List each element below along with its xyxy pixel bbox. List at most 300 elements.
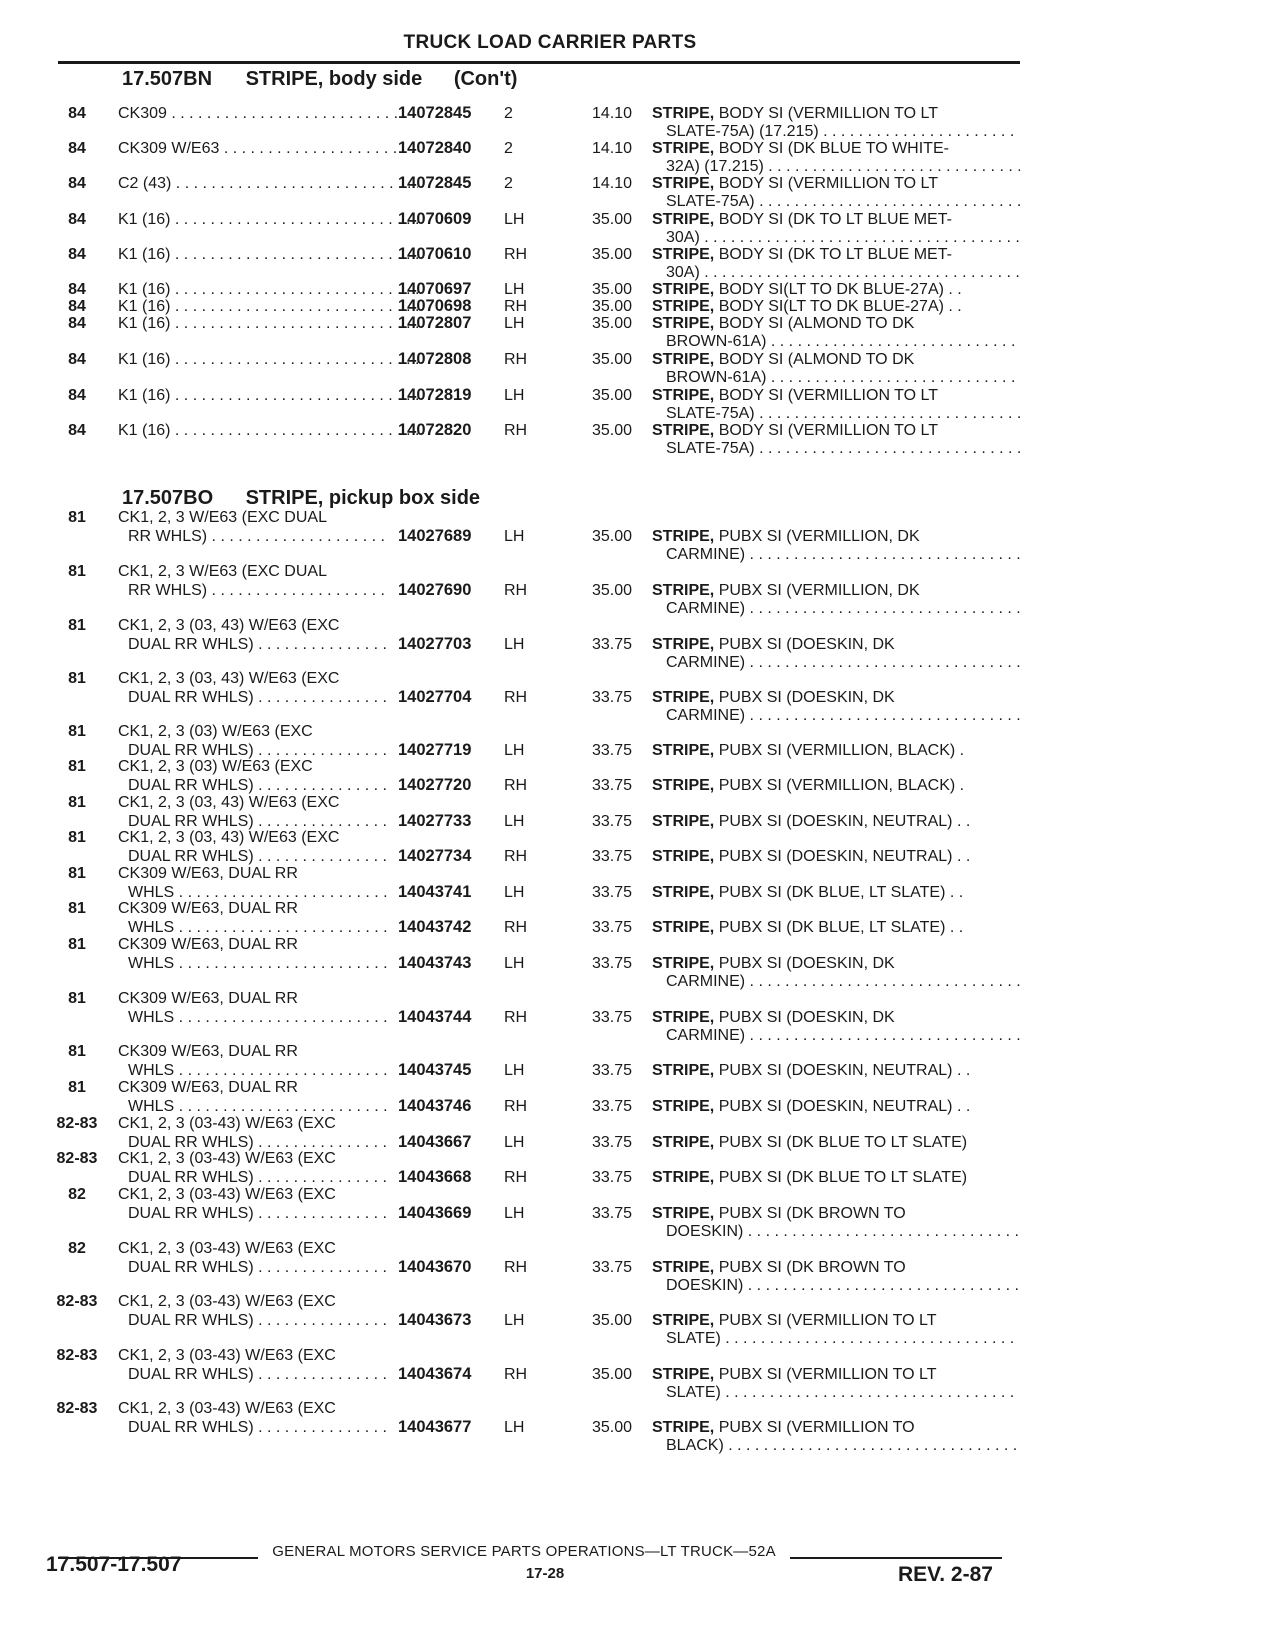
description-cont: SLATE-75A) . . . [666, 439, 1020, 458]
description-cont: CARMINE) . . . [666, 599, 1020, 618]
model-year: 82-83 [56, 1400, 98, 1417]
description-text: PUBX SI (DK BROWN TO [718, 1259, 906, 1276]
description-text: BODY SI (ALMOND TO DK [718, 351, 915, 368]
model-year: 84 [68, 281, 86, 298]
description-keyword: STRIPE, [652, 582, 715, 599]
part-number: 14072845 [398, 104, 472, 122]
description-keyword: STRIPE, [652, 1419, 715, 1436]
description [652, 954, 1020, 973]
side-qty: RH [504, 848, 528, 865]
description-keyword: STRIPE, [652, 884, 715, 901]
price: 35.00 [591, 351, 632, 368]
side-qty: LH [504, 281, 525, 298]
description [652, 245, 1020, 264]
model-year: 84 [68, 298, 86, 315]
description-cont: 30A) . . . [666, 228, 1020, 247]
model-application-cont: DUAL RR WHLS) . . . [128, 776, 390, 795]
model-application-cont: WHLS . . . [128, 1097, 390, 1116]
description-cont: CARMINE) . . . [666, 653, 1020, 672]
model-application: CK1, 2, 3 (03, 43) W/E63 (EXC [118, 829, 340, 846]
side-qty: LH [504, 1312, 525, 1329]
table-row [0, 1042, 1280, 1082]
part-number: 14072820 [398, 421, 472, 439]
side-qty: LH [504, 742, 525, 759]
model-application-cont: WHLS . . . [128, 918, 390, 937]
model-application: C2 (43) . . . [118, 174, 418, 193]
side-qty: RH [504, 919, 528, 936]
description-keyword: STRIPE, [652, 1009, 715, 1026]
model-application-cont: DUAL RR WHLS) . . . [128, 847, 390, 866]
model-application-cont: DUAL RR WHLS) . . . [128, 635, 390, 654]
description-text: PUBX SI (VERMILLION, BLACK) . [718, 777, 965, 794]
model-year: 81 [68, 829, 86, 846]
model-year: 84 [68, 246, 86, 263]
model-year: 84 [68, 387, 86, 404]
table-row [0, 757, 1280, 797]
description-text: PUBX SI (VERMILLION TO LT [718, 1366, 937, 1383]
side-qty: LH [504, 884, 525, 901]
model-year: 82-83 [56, 1115, 98, 1132]
model-year: 82 [68, 1186, 86, 1203]
part-number: 14043673 [398, 1311, 472, 1329]
model-application: CK1, 2, 3 (03) W/E63 (EXC [118, 723, 313, 740]
description [652, 527, 1020, 546]
description [652, 635, 1020, 654]
price: 33.75 [591, 955, 632, 972]
table-row [0, 314, 1280, 354]
model-year: 82 [68, 1240, 86, 1257]
model-application: CK1, 2, 3 (03, 43) W/E63 (EXC [118, 617, 340, 634]
model-application: K1 (16) . . . [118, 245, 418, 264]
description-keyword: STRIPE, [652, 777, 715, 794]
description-cont: DOESKIN) . . . [666, 1222, 1020, 1241]
side-qty: RH [504, 1366, 528, 1383]
model-year: 81 [68, 1043, 86, 1060]
description-keyword: STRIPE, [652, 1205, 715, 1222]
part-number: 14027734 [398, 847, 472, 865]
model-application: CK1, 2, 3 (03-43) W/E63 (EXC [118, 1293, 336, 1310]
price: 33.75 [591, 1098, 632, 1115]
model-application: CK309 W/E63 . . . [118, 139, 418, 158]
side-qty: 2 [504, 105, 513, 122]
description [652, 1258, 1020, 1277]
model-application: K1 (16) . . . [118, 280, 418, 299]
table-row [0, 508, 1280, 563]
model-year: 82-83 [56, 1150, 98, 1167]
table-row [0, 421, 1280, 461]
model-year: 81 [68, 794, 86, 811]
description-keyword: STRIPE, [652, 636, 715, 653]
description-text: BODY SI (VERMILLION TO LT [718, 175, 939, 192]
description-text: BODY SI (VERMILLION TO LT [718, 105, 939, 122]
description-text: PUBX SI (DK BLUE TO LT SLATE) [718, 1134, 968, 1151]
part-number: 14072807 [398, 314, 472, 332]
description-cont: BROWN-61A) . . . [666, 368, 1020, 387]
model-application-cont: DUAL RR WHLS) . . . [128, 741, 390, 760]
description-cont: DOESKIN) . . . [666, 1276, 1020, 1295]
side-qty: LH [504, 813, 525, 830]
price: 33.75 [591, 1205, 632, 1222]
description [652, 104, 1020, 123]
side-qty: LH [504, 1205, 525, 1222]
model-application-cont: WHLS . . . [128, 954, 390, 973]
model-application: CK1, 2, 3 (03) W/E63 (EXC [118, 758, 313, 775]
footer-publisher: GENERAL MOTORS SERVICE PARTS OPERATIONS—LT TRUCK—52A [272, 1543, 776, 1560]
part-number: 14043667 [398, 1133, 472, 1151]
table-row [0, 616, 1280, 671]
price: 33.75 [591, 1169, 632, 1186]
model-application-cont: DUAL RR WHLS) . . . [128, 1258, 390, 1277]
model-application-cont: DUAL RR WHLS) . . . [128, 688, 390, 707]
price: 35.00 [591, 422, 632, 439]
model-year: 81 [68, 723, 86, 740]
model-application-cont: RR WHLS) . . . [128, 581, 390, 600]
description-text: PUBX SI (VERMILLION, DK [718, 582, 920, 599]
model-application-cont: WHLS . . . [128, 883, 390, 902]
description-text: PUBX SI (DK BLUE TO LT SLATE) [718, 1169, 968, 1186]
description-text: BODY SI (DK TO LT BLUE MET- [718, 246, 952, 263]
model-year: 81 [68, 865, 86, 882]
side-qty: LH [504, 636, 525, 653]
part-number: 14072845 [398, 174, 472, 192]
model-application: CK1, 2, 3 (03-43) W/E63 (EXC [118, 1115, 336, 1132]
price: 33.75 [591, 1259, 632, 1276]
table-row [0, 793, 1280, 833]
description-text: PUBX SI (VERMILLION, BLACK) . [718, 742, 965, 759]
model-year: 81 [68, 758, 86, 775]
model-year: 81 [68, 936, 86, 953]
price: 35.00 [591, 1366, 632, 1383]
price: 33.75 [591, 884, 632, 901]
model-year: 84 [68, 211, 86, 228]
section-title: STRIPE, body side [245, 68, 423, 90]
model-application: CK1, 2, 3 (03-43) W/E63 (EXC [118, 1347, 336, 1364]
side-qty: LH [504, 387, 525, 404]
part-number: 14043743 [398, 954, 472, 972]
model-application-cont: DUAL RR WHLS) . . . [128, 1311, 390, 1330]
description-keyword: STRIPE, [652, 813, 715, 830]
footer-rule-right [790, 1557, 1002, 1559]
part-number: 14027690 [398, 581, 472, 599]
model-year: 84 [68, 175, 86, 192]
description [652, 1204, 1020, 1223]
side-qty: LH [504, 528, 525, 545]
table-row [0, 104, 1280, 144]
description [652, 688, 1020, 707]
model-application: K1 (16) . . . [118, 210, 418, 229]
table-row [0, 669, 1280, 724]
model-application: K1 (16) . . . [118, 314, 418, 333]
part-number: 14043744 [398, 1008, 472, 1026]
part-number: 14027720 [398, 776, 472, 794]
table-row [0, 139, 1280, 179]
table-row [0, 562, 1280, 617]
description [652, 386, 1020, 405]
part-number: 14070697 [398, 280, 472, 298]
model-year: 84 [68, 140, 86, 157]
side-qty: 2 [504, 175, 513, 192]
description-keyword: STRIPE, [652, 246, 715, 263]
description-cont: CARMINE) . . . [666, 706, 1020, 725]
side-qty: LH [504, 315, 525, 332]
description-cont: CARMINE) . . . [666, 1026, 1020, 1045]
model-year: 82-83 [56, 1347, 98, 1364]
table-row [0, 1078, 1280, 1118]
description-text: PUBX SI (DOESKIN, NEUTRAL) . . [718, 1098, 971, 1115]
table-row [0, 864, 1280, 904]
description-text: PUBX SI (VERMILLION, DK [718, 528, 920, 545]
model-year: 82-83 [56, 1293, 98, 1310]
model-year: 84 [68, 422, 86, 439]
description-text: PUBX SI (VERMILLION TO LT [718, 1312, 937, 1329]
section-code: 17.507BN [122, 68, 213, 90]
price: 33.75 [591, 689, 632, 706]
description-cont: SLATE) . . . [666, 1329, 1020, 1348]
model-application: CK1, 2, 3 (03-43) W/E63 (EXC [118, 1240, 336, 1257]
model-year: 81 [68, 509, 86, 526]
description-keyword: STRIPE, [652, 1312, 715, 1329]
price: 33.75 [591, 813, 632, 830]
price: 33.75 [591, 742, 632, 759]
model-year: 84 [68, 351, 86, 368]
description-keyword: STRIPE, [652, 422, 715, 439]
description-keyword: STRIPE, [652, 281, 715, 298]
table-row [0, 1399, 1280, 1454]
model-application: CK1, 2, 3 (03-43) W/E63 (EXC [118, 1186, 336, 1203]
page-number: 17-28 [525, 1565, 565, 1582]
part-number: 14070609 [398, 210, 472, 228]
model-application-cont: DUAL RR WHLS) . . . [128, 812, 390, 831]
price: 14.10 [591, 105, 632, 122]
table-row [0, 722, 1280, 762]
side-qty: LH [504, 1062, 525, 1079]
side-qty: 2 [504, 140, 513, 157]
part-number: 14070698 [398, 297, 472, 315]
part-number: 14043669 [398, 1204, 472, 1222]
model-year: 81 [68, 1079, 86, 1096]
side-qty: RH [504, 777, 528, 794]
side-qty: RH [504, 1009, 528, 1026]
table-row [0, 210, 1280, 250]
part-number: 14043745 [398, 1061, 472, 1079]
model-application: CK1, 2, 3 W/E63 (EXC DUAL [118, 509, 327, 526]
part-number: 14043742 [398, 918, 472, 936]
description-keyword: STRIPE, [652, 955, 715, 972]
description-cont: CARMINE) . . . [666, 545, 1020, 564]
model-application-cont: WHLS . . . [128, 1008, 390, 1027]
price: 14.10 [591, 175, 632, 192]
table-row [0, 1239, 1280, 1294]
part-number: 14072840 [398, 139, 472, 157]
model-application: K1 (16) . . . [118, 421, 418, 440]
price: 35.00 [591, 387, 632, 404]
price: 35.00 [591, 315, 632, 332]
section-title: STRIPE, pickup box side [245, 487, 481, 509]
model-application-cont: DUAL RR WHLS) . . . [128, 1133, 390, 1152]
description-keyword: STRIPE, [652, 1062, 715, 1079]
description-cont: SLATE-75A) . . . [666, 404, 1020, 423]
price: 14.10 [591, 140, 632, 157]
description-keyword: STRIPE, [652, 211, 715, 228]
model-application: CK309 W/E63, DUAL RR [118, 936, 298, 953]
description-keyword: STRIPE, [652, 919, 715, 936]
price: 33.75 [591, 636, 632, 653]
description-cont: 32A) (17.215) . . . [666, 157, 1020, 176]
description-keyword: STRIPE, [652, 689, 715, 706]
model-application: CK309 W/E63, DUAL RR [118, 1079, 298, 1096]
description-keyword: STRIPE, [652, 175, 715, 192]
side-qty: RH [504, 1098, 528, 1115]
description-text: BODY SI (DK BLUE TO WHITE- [718, 140, 949, 157]
part-number: 14043677 [398, 1418, 472, 1436]
description-text: PUBX SI (DOESKIN, NEUTRAL) . . [718, 1062, 971, 1079]
model-application: K1 (16) . . . [118, 297, 418, 316]
description-text: PUBX SI (DOESKIN, DK [718, 1009, 895, 1026]
part-number: 14027703 [398, 635, 472, 653]
model-year: 81 [68, 670, 86, 687]
description-keyword: STRIPE, [652, 1259, 715, 1276]
description-cont: 30A) . . . [666, 263, 1020, 282]
model-application: CK1, 2, 3 (03-43) W/E63 (EXC [118, 1150, 336, 1167]
model-year: 81 [68, 990, 86, 1007]
description [652, 581, 1020, 600]
model-year: 84 [68, 315, 86, 332]
table-row [0, 174, 1280, 214]
description-text: PUBX SI (DK BROWN TO [718, 1205, 906, 1222]
model-application: CK1, 2, 3 (03, 43) W/E63 (EXC [118, 670, 340, 687]
side-qty: RH [504, 298, 528, 315]
side-qty: LH [504, 211, 525, 228]
description-keyword: STRIPE, [652, 351, 715, 368]
price: 33.75 [591, 1009, 632, 1026]
side-qty: RH [504, 422, 528, 439]
description [652, 210, 1020, 229]
price: 33.75 [591, 1134, 632, 1151]
part-number: 14027719 [398, 741, 472, 759]
table-row [0, 1149, 1280, 1189]
side-qty: RH [504, 689, 528, 706]
part-number: 14043741 [398, 883, 472, 901]
part-number: 14072808 [398, 350, 472, 368]
description-keyword: STRIPE, [652, 140, 715, 157]
price: 35.00 [591, 1419, 632, 1436]
model-application-cont: DUAL RR WHLS) . . . [128, 1204, 390, 1223]
model-application-cont: DUAL RR WHLS) . . . [128, 1168, 390, 1187]
page-title: TRUCK LOAD CARRIER PARTS [403, 32, 697, 53]
side-qty: LH [504, 955, 525, 972]
description [652, 421, 1020, 440]
part-number: 14043746 [398, 1097, 472, 1115]
price: 35.00 [591, 1312, 632, 1329]
description [652, 1418, 1020, 1437]
description [652, 1008, 1020, 1027]
description-cont: BROWN-61A) . . . [666, 332, 1020, 351]
model-application-cont: DUAL RR WHLS) . . . [128, 1418, 390, 1437]
part-number: 14043668 [398, 1168, 472, 1186]
part-number: 14043674 [398, 1365, 472, 1383]
description-keyword: STRIPE, [652, 298, 715, 315]
model-application: CK1, 2, 3 (03, 43) W/E63 (EXC [118, 794, 340, 811]
description-text: PUBX SI (DOESKIN, NEUTRAL) . . [718, 813, 971, 830]
part-number: 14070610 [398, 245, 472, 263]
part-number: 14027704 [398, 688, 472, 706]
price: 33.75 [591, 777, 632, 794]
description-text: PUBX SI (DOESKIN, DK [718, 689, 895, 706]
description-text: PUBX SI (DOESKIN, NEUTRAL) . . [718, 848, 971, 865]
model-year: 81 [68, 563, 86, 580]
description-keyword: STRIPE, [652, 1366, 715, 1383]
description-keyword: STRIPE, [652, 1169, 715, 1186]
price: 35.00 [591, 211, 632, 228]
model-year: 81 [68, 900, 86, 917]
description-keyword: STRIPE, [652, 528, 715, 545]
description-text: PUBX SI (DOESKIN, DK [718, 636, 895, 653]
description-keyword: STRIPE, [652, 848, 715, 865]
part-number: 14027733 [398, 812, 472, 830]
table-row [0, 989, 1280, 1044]
table-row [0, 1185, 1280, 1240]
model-application: K1 (16) . . . [118, 386, 418, 405]
model-application: K1 (16) . . . [118, 350, 418, 369]
side-qty: LH [504, 1134, 525, 1151]
model-application: CK309 W/E63, DUAL RR [118, 865, 298, 882]
description-keyword: STRIPE, [652, 1098, 715, 1115]
side-qty: RH [504, 351, 528, 368]
description [652, 314, 1020, 333]
description-keyword: STRIPE, [652, 1134, 715, 1151]
description-text: BODY SI(LT TO DK BLUE-27A) . . [718, 281, 962, 298]
model-application: CK1, 2, 3 (03-43) W/E63 (EXC [118, 1400, 336, 1417]
description-text: BODY SI (ALMOND TO DK [718, 315, 915, 332]
model-application: CK1, 2, 3 W/E63 (EXC DUAL [118, 563, 327, 580]
description-cont: CARMINE) . . . [666, 972, 1020, 991]
description-cont: BLACK) . . . [666, 1436, 1020, 1455]
model-application: CK309 W/E63, DUAL RR [118, 1043, 298, 1060]
side-qty: RH [504, 1259, 528, 1276]
side-qty: RH [504, 1169, 528, 1186]
part-number: 14043670 [398, 1258, 472, 1276]
description-keyword: STRIPE, [652, 742, 715, 759]
description-keyword: STRIPE, [652, 315, 715, 332]
description [652, 1311, 1020, 1330]
description-text: PUBX SI (VERMILLION TO [718, 1419, 915, 1436]
description [652, 139, 1020, 158]
price: 33.75 [591, 919, 632, 936]
model-application-cont: WHLS . . . [128, 1061, 390, 1080]
table-row [0, 1346, 1280, 1401]
table-row [0, 350, 1280, 390]
model-application: CK309 W/E63, DUAL RR [118, 900, 298, 917]
price: 35.00 [591, 582, 632, 599]
table-row [0, 245, 1280, 285]
description-text: PUBX SI (DK BLUE, LT SLATE) . . [718, 884, 964, 901]
description-text: BODY SI (VERMILLION TO LT [718, 387, 939, 404]
table-row [0, 386, 1280, 426]
description-text: PUBX SI (DOESKIN, DK [718, 955, 895, 972]
footer-section-range: 17.507-17.507 [46, 1553, 182, 1576]
description [652, 174, 1020, 193]
price: 35.00 [591, 281, 632, 298]
model-application-cont: DUAL RR WHLS) . . . [128, 1365, 390, 1384]
part-number: 14072819 [398, 386, 472, 404]
side-qty: RH [504, 582, 528, 599]
description-cont: SLATE-75A) (17.215) . . . [666, 122, 1020, 141]
description-text: BODY SI (VERMILLION TO LT [718, 422, 939, 439]
price: 35.00 [591, 298, 632, 315]
description-keyword: STRIPE, [652, 105, 715, 122]
description-text: PUBX SI (DK BLUE, LT SLATE) . . [718, 919, 964, 936]
model-year: 81 [68, 617, 86, 634]
